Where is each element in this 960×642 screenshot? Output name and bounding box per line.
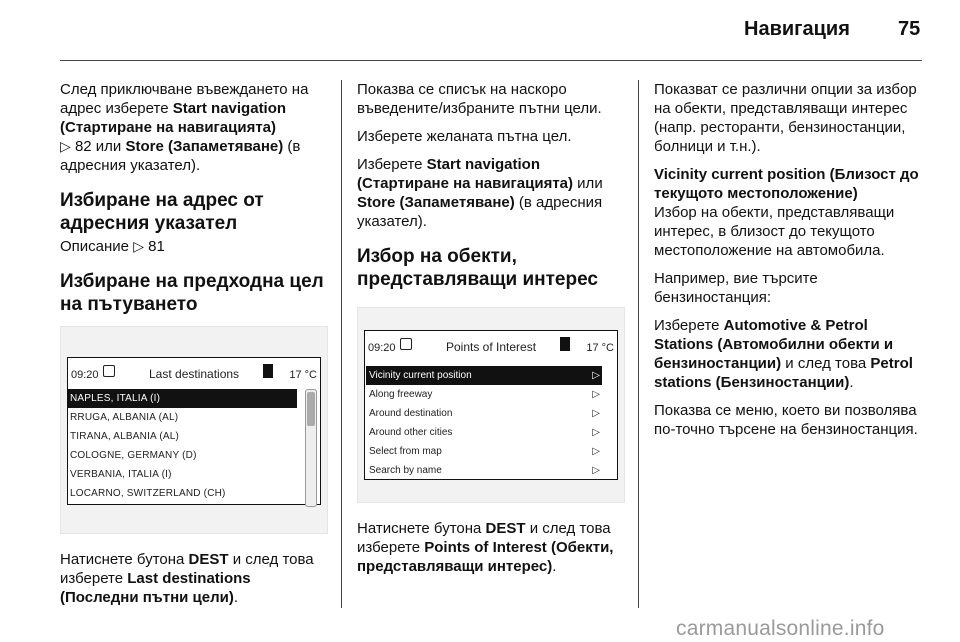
screen-time: 09:20 bbox=[71, 369, 99, 381]
menu-item[interactable]: Search by name ▷ bbox=[366, 461, 602, 480]
paragraph-choose-destination: Изберете желаната пътна цел. bbox=[357, 128, 572, 145]
page-ref-arrow-icon: ▷ bbox=[133, 238, 144, 254]
list-item[interactable]: COLOGNE, GERMANY (D) bbox=[70, 450, 197, 461]
paragraph-vicinity-desc: Избор на обекти, представляващи интерес, в близост до текущото местоположение на автомобила. bbox=[654, 204, 895, 259]
paragraph-menu-shown: Показва се меню, което ви позволява по-точно търсене на бензиностанция. bbox=[654, 402, 918, 438]
phone-icon bbox=[560, 337, 570, 351]
poi-menu bbox=[366, 366, 602, 480]
menu-item[interactable]: Around destination ▷ bbox=[366, 404, 602, 423]
destination-list bbox=[67, 389, 297, 503]
screen-time: 09:20 bbox=[368, 342, 396, 354]
list-item[interactable]: NAPLES, ITALIA (I) bbox=[67, 389, 297, 408]
chevron-right-icon: ▷ bbox=[592, 427, 600, 438]
paragraph-example: Например, вие търсите бензиностанция: bbox=[654, 270, 818, 306]
screenshot-points-of-interest bbox=[357, 307, 625, 503]
home-icon bbox=[103, 365, 115, 377]
list-item[interactable]: VERBANIA, ITALIA (I) bbox=[70, 469, 172, 480]
list-item[interactable]: RRUGA, ALBANIA (AL) bbox=[70, 412, 179, 423]
scrollbar[interactable] bbox=[305, 389, 317, 507]
heading-vicinity: Vicinity current position (Близост до текущото местоположение) bbox=[654, 166, 919, 202]
screen-status-bar bbox=[69, 363, 317, 383]
menu-item[interactable]: Select from map ▷ bbox=[366, 442, 602, 461]
chevron-right-icon: ▷ bbox=[592, 465, 600, 476]
list-item[interactable]: LOCARNO, SWITZERLAND (CH) bbox=[70, 488, 226, 499]
paragraph-dest-last: Натиснете бутона DEST и след това изберете Last destinations (Последни пътни цели). bbox=[60, 551, 314, 606]
paragraph-select-petrol: Изберете Automotive & Petrol Stations (Автомобилни обекти и бензиностанции) и след това Petrol stations (Бензиностанции). bbox=[654, 317, 913, 391]
list-item[interactable]: TIRANA, ALBANIA (AL) bbox=[70, 431, 180, 442]
scroll-thumb[interactable] bbox=[307, 392, 315, 426]
column-1 bbox=[60, 80, 328, 616]
page-header bbox=[0, 0, 960, 60]
screen-temperature: 17 °C bbox=[289, 369, 317, 381]
menu-item[interactable]: Around other cities ▷ bbox=[366, 423, 602, 442]
screen-title: Points of Interest bbox=[446, 340, 537, 354]
paragraph-dest-poi: Натиснете бутона DEST и след това изберете Points of Interest (Обекти, представляващи интерес). bbox=[357, 520, 614, 575]
column-2 bbox=[357, 80, 633, 585]
paragraph-list-shown: Показва се списък на наскоро въведените/избраните пътни цели. bbox=[357, 81, 602, 117]
header-divider bbox=[60, 60, 922, 61]
description-ref: Описание ▷ 81 bbox=[60, 238, 165, 255]
screen-title: Last destinations bbox=[149, 367, 240, 381]
chevron-right-icon: ▷ bbox=[592, 446, 600, 457]
screen-status-bar bbox=[366, 336, 614, 356]
heading-previous-destination: Избиране на предходна цел на пътуването bbox=[60, 271, 324, 315]
chevron-right-icon: ▷ bbox=[592, 370, 600, 381]
section-title: Навигация bbox=[744, 18, 850, 40]
page-number: 75 bbox=[898, 18, 921, 40]
heading-address-book: Избиране на адрес от адресния указател bbox=[60, 190, 264, 234]
paragraph-start-or-store: Изберете Start navigation (Стартиране на навигацията) или Store (Запаметяване) (в адресния указател). bbox=[357, 156, 603, 230]
chevron-right-icon: ▷ bbox=[592, 408, 600, 419]
menu-item[interactable]: Vicinity current position ▷ bbox=[366, 366, 602, 385]
screenshot-last-destinations bbox=[60, 326, 328, 534]
heading-poi: Избор на обекти, представляващи интерес bbox=[357, 246, 598, 290]
page-ref-arrow-icon: ▷ bbox=[60, 138, 71, 154]
screen-temperature: 17 °C bbox=[586, 342, 614, 354]
column-3 bbox=[654, 80, 928, 448]
home-icon bbox=[400, 338, 412, 350]
column-divider-1 bbox=[341, 80, 342, 608]
chevron-right-icon: ▷ bbox=[592, 389, 600, 400]
phone-icon bbox=[263, 364, 273, 378]
menu-item[interactable]: Along freeway ▷ bbox=[366, 385, 602, 404]
paragraph-options: Показват се различни опции за избор на обекти, представляващи интерес (напр. ресторанти, бензиностанции, болници и т.н.). bbox=[654, 81, 917, 155]
column-divider-2 bbox=[638, 80, 639, 608]
watermark: carmanualsonline.info bbox=[676, 617, 885, 640]
paragraph-start-navigation: След приключване въвеждането на адрес изберете Start navigation (Стартиране на навигацията) ▷ 82 или Store (Запаметяване) (в адресния указател). bbox=[60, 81, 309, 174]
